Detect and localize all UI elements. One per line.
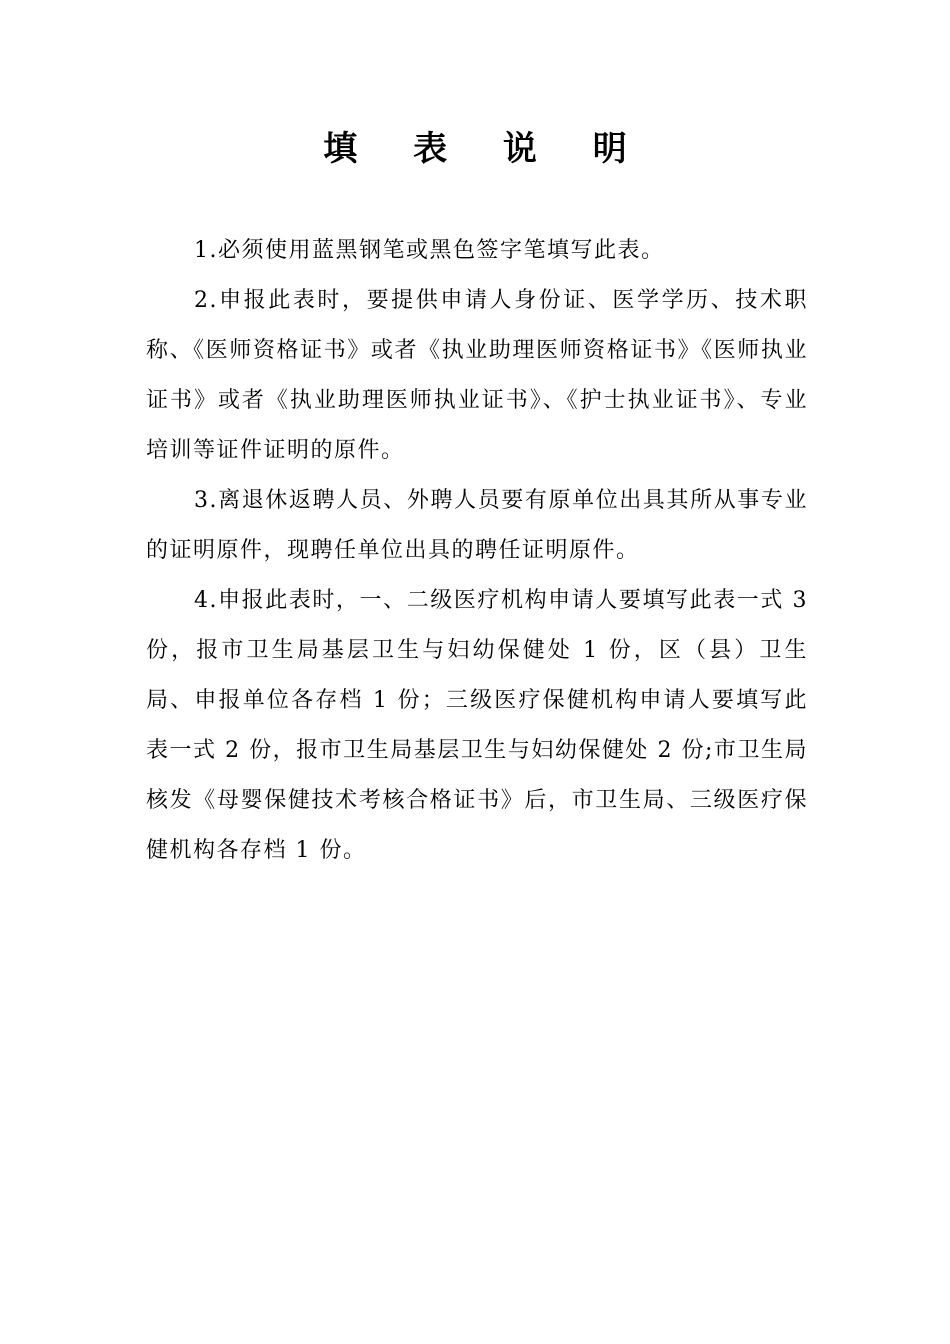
instruction-item-1: 1.必须使用蓝黑钢笔或黑色签字笔填写此表。 (194, 238, 665, 263)
page-title: 填 表 说 明 (323, 129, 649, 169)
instruction-item-2: 2.申报此表时，要提供申请人身份证、医学学历、技术职称、《医师资格证书》或者《执业助理医师资格证书》《医师执业证书》或者《执业助理医师执业证书》、《护士执业证书》、专业培训等证件证明的原件。 (146, 288, 808, 463)
instructions-body (146, 226, 808, 876)
instruction-item-4: 4.申报此表时，一、二级医疗机构申请人要填写此表一式 3 份，报市卫生局基层卫生与妇幼保健处 1 份，区（县）卫生局、申报单位各存档 1 份；三级医疗保健机构申请人要填写此表一式 2 份，报市卫生局基层卫生与妇幼保健处 2 份;市卫生局核发《母婴保健技术考核合格证书》后，市卫生局、三级医疗保健机构各存档 1 份。 (146, 588, 808, 863)
instruction-item-3: 3.离退休返聘人员、外聘人员要有原单位出具其所从事专业的证明原件，现聘任单位出具的聘任证明原件。 (146, 488, 808, 563)
